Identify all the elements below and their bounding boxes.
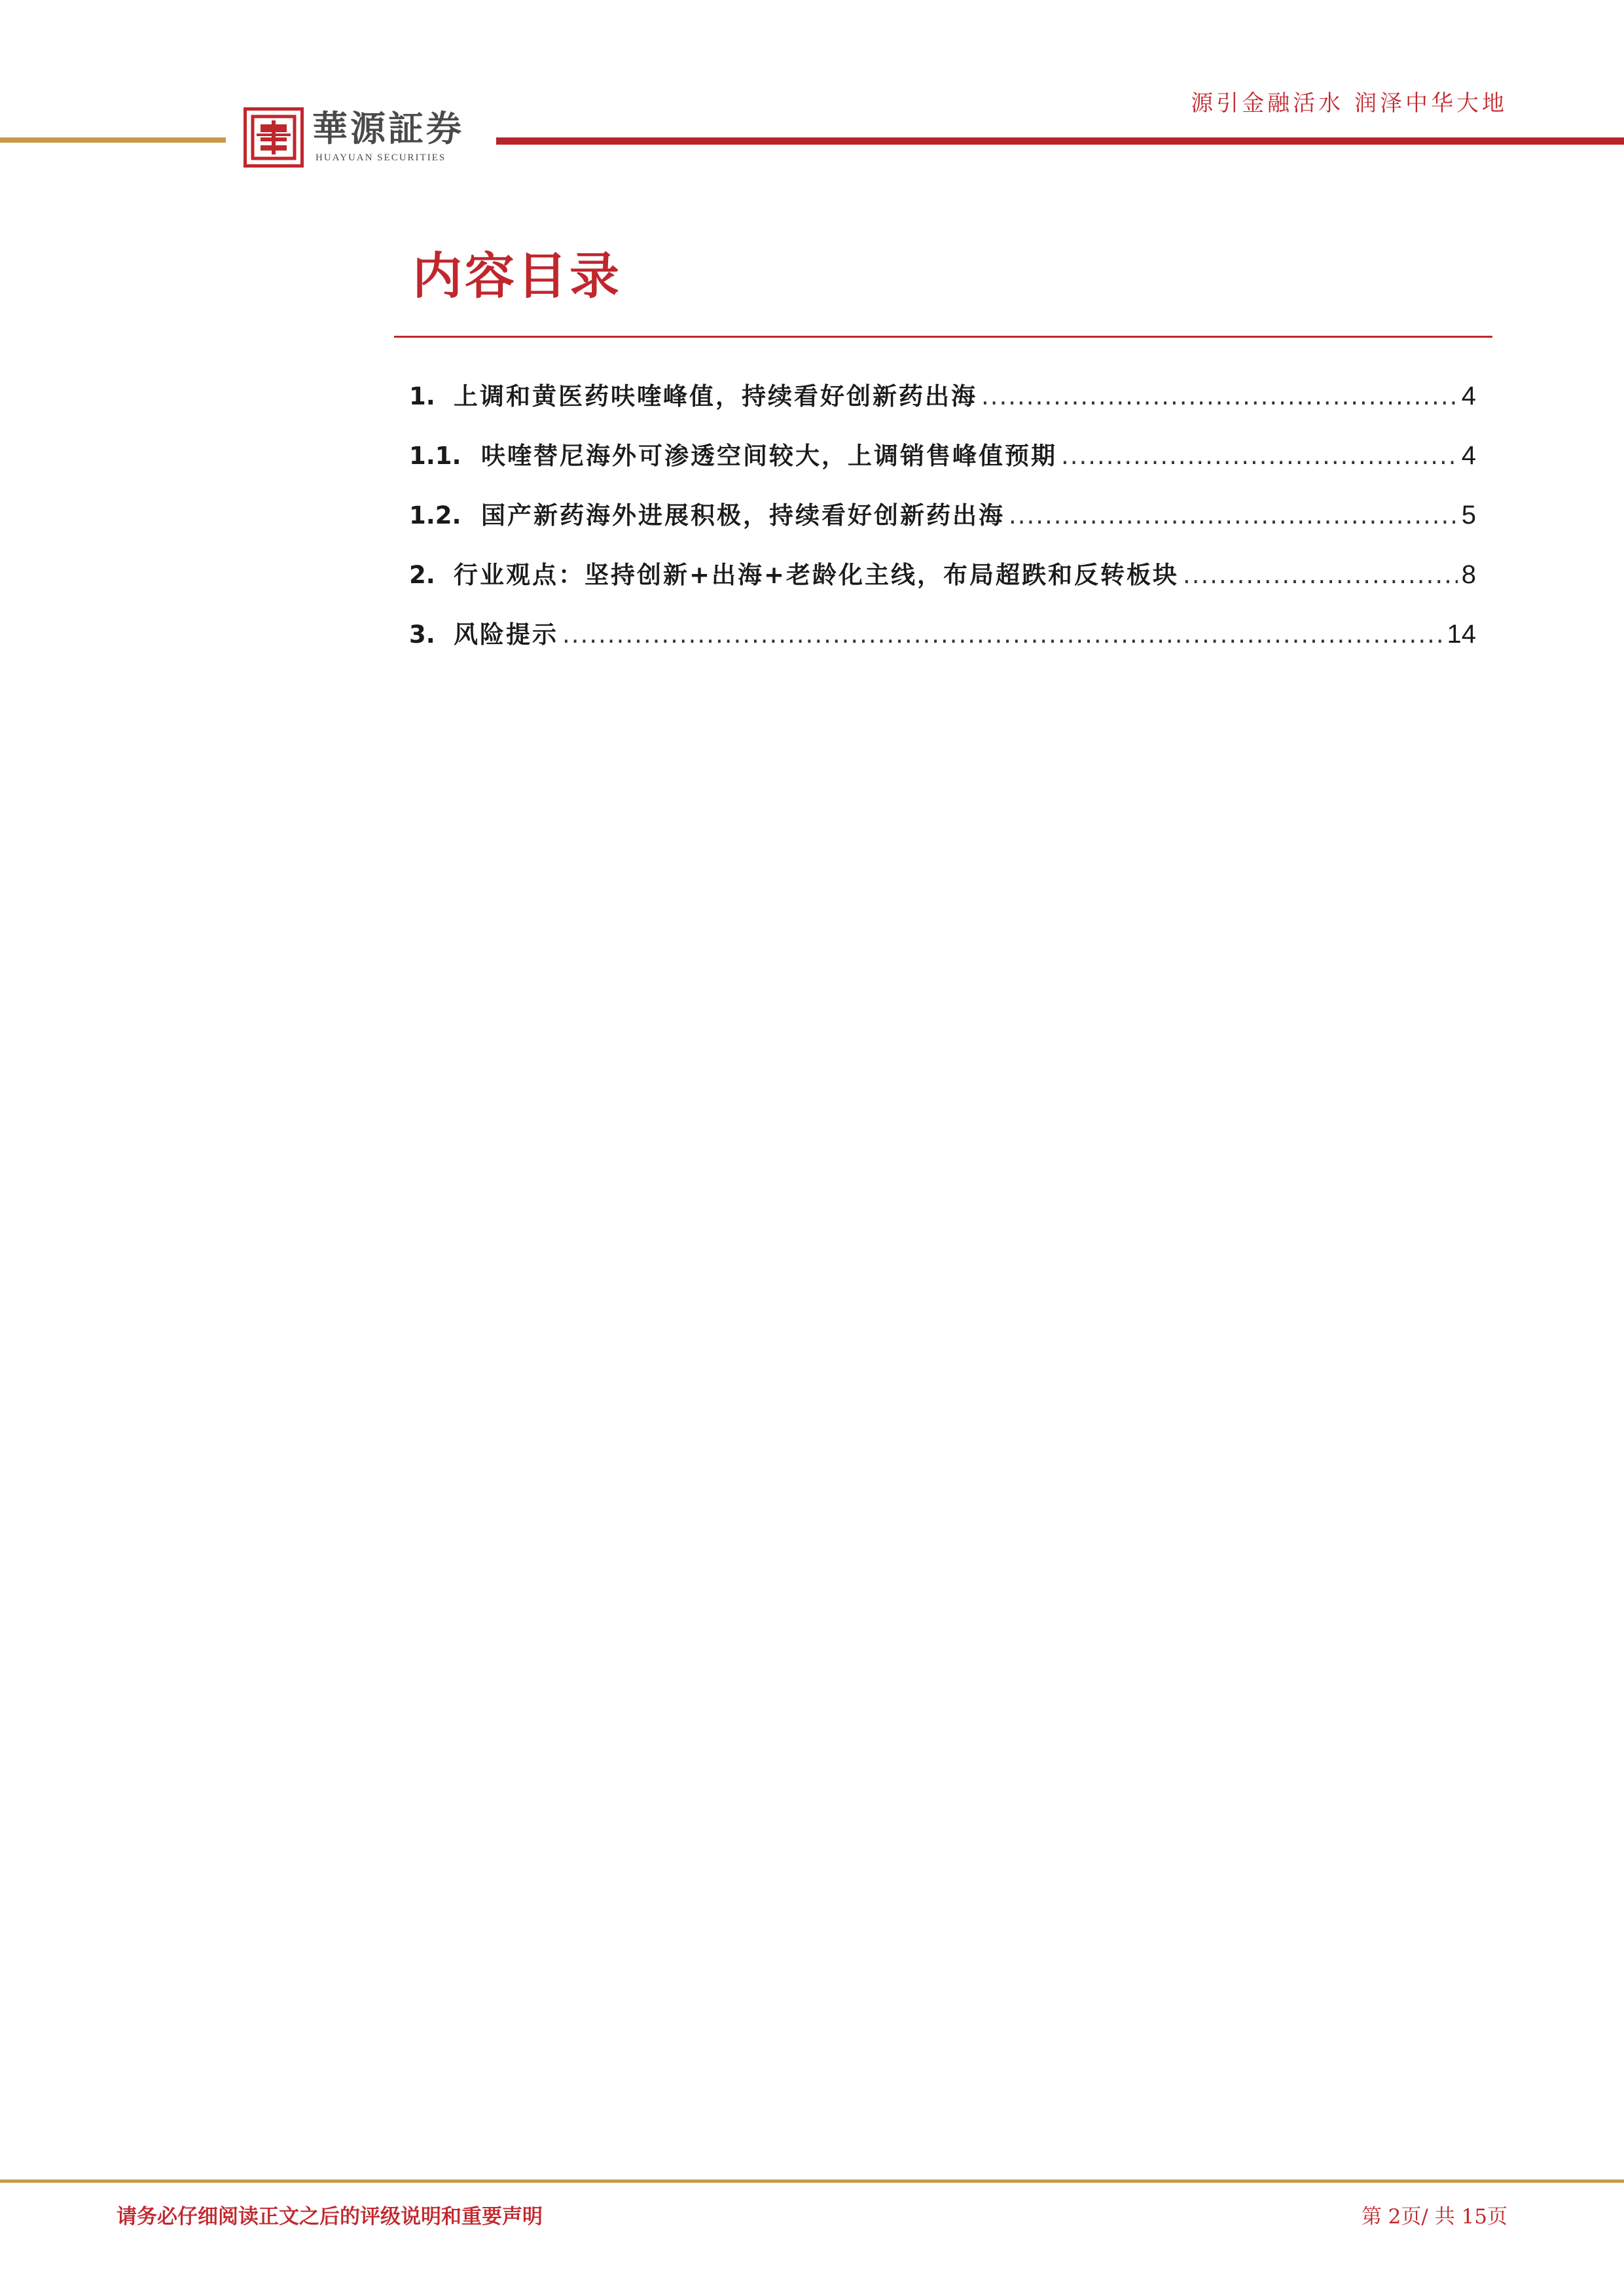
logo-english-name: HUAYUAN SECURITIES bbox=[316, 152, 446, 163]
toc-entry-number: 3. bbox=[409, 620, 435, 649]
toc-dot-leader bbox=[1183, 561, 1458, 589]
toc-entry-1[interactable] bbox=[409, 376, 1476, 436]
header-gold-rule bbox=[0, 137, 226, 143]
footer-gold-rule bbox=[0, 2179, 1624, 2183]
toc-entry-title: 呋喹替尼海外可渗透空间较大，上调销售峰值预期 bbox=[481, 442, 1057, 470]
toc-dot-leader bbox=[1061, 442, 1458, 470]
footer-disclaimer-note: 请务必仔细阅读正文之后的评级说明和重要声明 bbox=[117, 2205, 543, 2229]
toc-entry-1-1[interactable] bbox=[409, 436, 1476, 495]
toc-entry-number: 2. bbox=[409, 561, 435, 589]
toc-entry-title: 风险提示 bbox=[454, 620, 558, 649]
logo-wordmark: 華源証券 bbox=[312, 107, 464, 149]
toc-entry-page: 4 bbox=[1461, 441, 1476, 470]
toc-entry-page: 4 bbox=[1461, 382, 1476, 410]
toc-entry-number: 1.2. bbox=[409, 501, 461, 529]
toc-title-rule bbox=[394, 336, 1492, 338]
toc-entry-number: 1. bbox=[409, 382, 435, 410]
header-red-rule bbox=[496, 137, 1624, 145]
toc-entry-title: 国产新药海外进展积极，持续看好创新药出海 bbox=[481, 501, 1005, 529]
toc-entry-3[interactable] bbox=[409, 615, 1476, 674]
header-slogan: 源引金融活水 润泽中华大地 bbox=[1191, 90, 1507, 117]
toc-entry-page: 8 bbox=[1461, 560, 1476, 589]
toc-entry-title: 行业观点：坚持创新+出海+老龄化主线，布局超跌和反转板块 bbox=[454, 561, 1180, 589]
toc-entry-number: 1.1. bbox=[409, 442, 461, 470]
toc-dot-leader bbox=[981, 382, 1458, 410]
footer-page-indicator: 第 2页/ 共 15页 bbox=[1361, 2205, 1507, 2229]
toc-dot-leader bbox=[562, 620, 1443, 649]
toc-entry-2[interactable] bbox=[409, 555, 1476, 615]
logo-seal-icon bbox=[244, 107, 304, 168]
toc-entry-title: 上调和黄医药呋喹峰值，持续看好创新药出海 bbox=[454, 382, 977, 410]
company-logo bbox=[244, 105, 492, 170]
toc-dot-leader bbox=[1009, 501, 1458, 529]
toc-entry-page: 5 bbox=[1461, 501, 1476, 529]
toc-entry-page: 14 bbox=[1447, 620, 1476, 649]
toc-list bbox=[409, 376, 1476, 674]
toc-title: 内容目录 bbox=[412, 247, 622, 305]
toc-entry-1-2[interactable] bbox=[409, 495, 1476, 555]
